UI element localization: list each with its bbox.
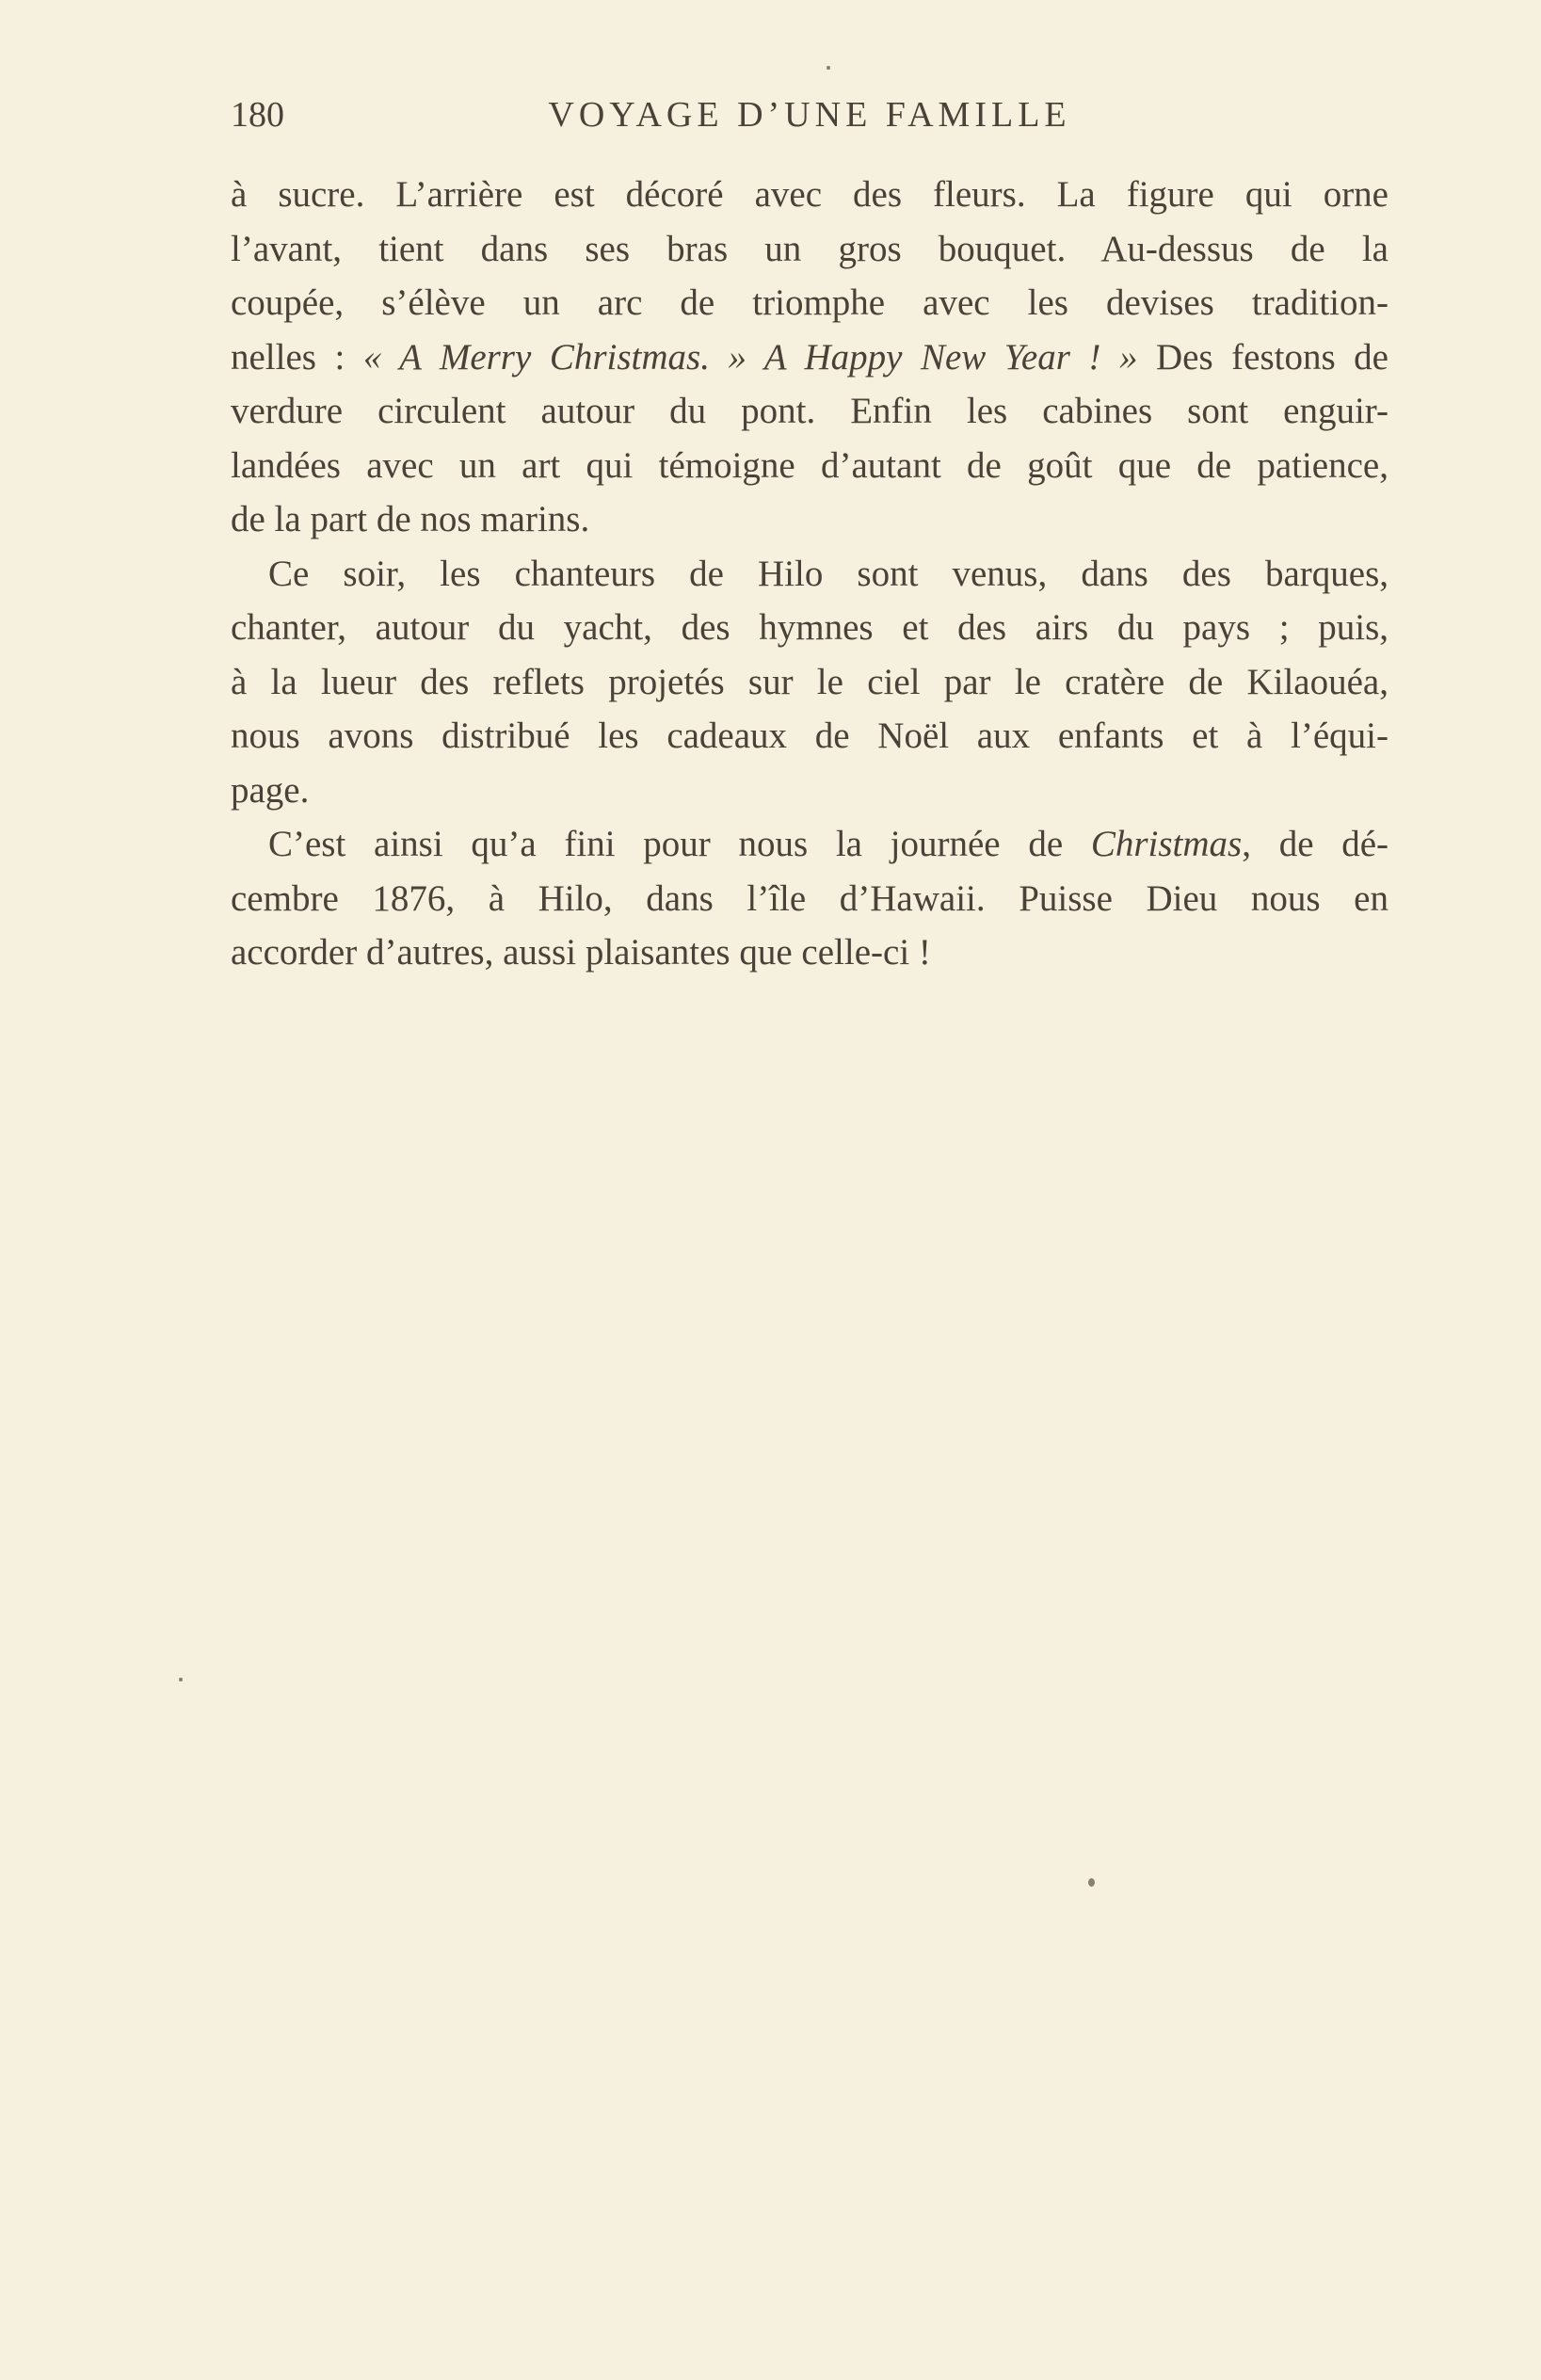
body-text (231, 168, 1389, 980)
text-line (231, 330, 1389, 385)
running-header (231, 94, 1389, 141)
paragraph-2 (231, 547, 1389, 818)
text-line: Ce soir, les chanteurs de Hilo sont venus, dans des barques, (268, 553, 1389, 594)
paragraph-1 (231, 168, 1389, 547)
page-number: 180 (231, 95, 284, 135)
text-span: Des festons de (1137, 336, 1389, 378)
text-span: nelles : (231, 336, 363, 378)
paragraph-3 (231, 817, 1389, 980)
paper-speck (827, 66, 830, 70)
text-line: cembre 1876, à Hilo, dans l’île d’Hawaii. Puisse Dieu nous en (231, 877, 1389, 919)
text-span: , de dé- (1242, 824, 1389, 864)
text-line: verdure circulent autour du pont. Enfin les cabines sont enguir- (231, 391, 1389, 431)
paper-speck (1088, 1878, 1095, 1887)
text-line: à sucre. L’arrière est décoré avec des fleurs. La figure qui orne (231, 174, 1389, 215)
running-title: VOYAGE D’UNE FAMILLE (548, 95, 1071, 135)
text-line: à la lueur des reflets projetés sur le ciel par le cratère de Kilaouéa, (231, 661, 1389, 702)
text-line: l’avant, tient dans ses bras un gros bouquet. Au-dessus de la (231, 228, 1389, 269)
text-line: coupée, s’élève un arc de triomphe avec les devises tradition- (231, 282, 1389, 323)
text-line: landées avec un art qui témoigne d’autant de goût que de patience, (231, 444, 1389, 486)
text-span: C’est ainsi qu’a fini pour nous la journée de (268, 824, 1091, 864)
text-line: nous avons distribué les cadeaux de Noël aux enfants et à l’équi- (231, 716, 1389, 756)
text-line: accorder d’autres, aussi plaisantes que celle-ci ! (231, 932, 931, 973)
italic-quote: « A Merry Christmas. » A Happy New Year ! » (362, 336, 1138, 378)
text-line: chanter, autour du yacht, des hymnes et des airs du pays ; puis, (231, 607, 1389, 648)
text-line (231, 817, 1389, 872)
text-line: page. (231, 769, 310, 811)
text-line: de la part de nos marins. (231, 499, 590, 539)
italic-word: Christmas (1090, 824, 1243, 864)
paper-speck (179, 1678, 183, 1681)
